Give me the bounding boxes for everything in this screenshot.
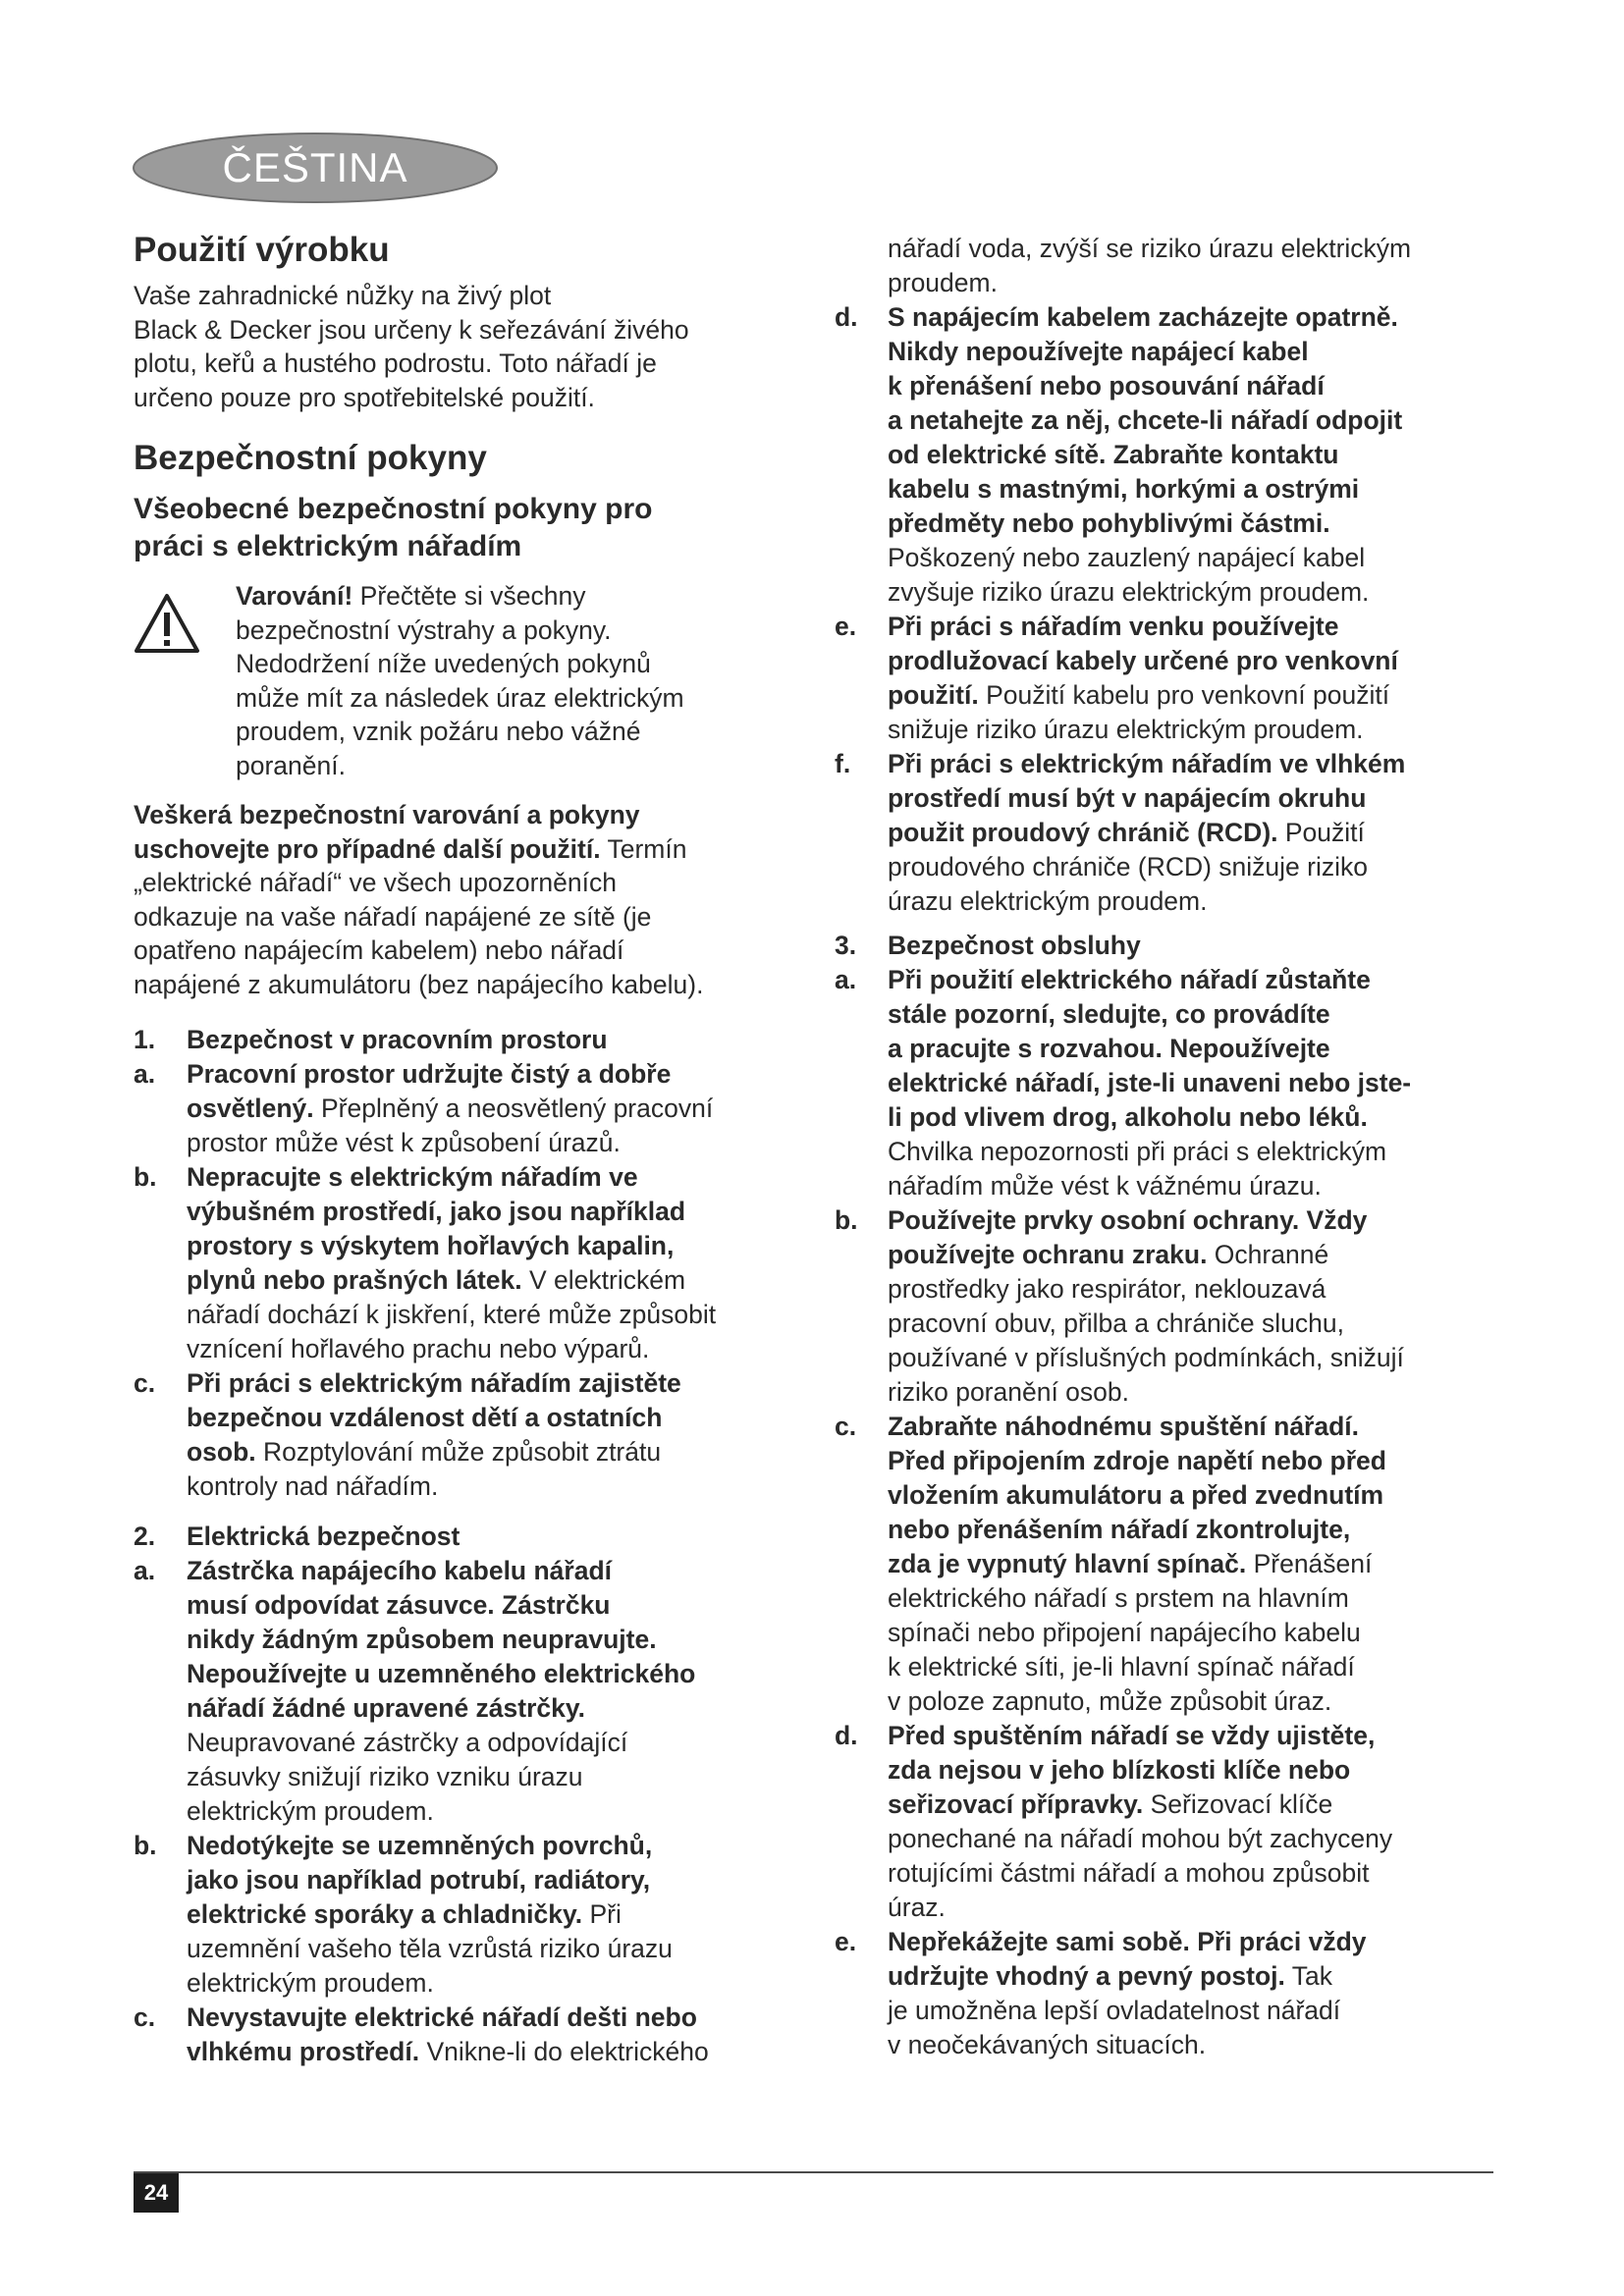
warning-block: [134, 579, 796, 782]
text-line: Poškozený nebo zauzlený napájecí kabel: [888, 543, 1366, 572]
text-line: elektrickým proudem.: [187, 1968, 434, 1998]
text-line: [888, 816, 1494, 850]
text-line: vznícení hořlavého prachu nebo výparů.: [187, 1334, 650, 1363]
section-2e: [835, 610, 1494, 747]
text-line: ponechané na nářadí mohou být zachyceny: [888, 1824, 1393, 1853]
warning-line: bezpečnostní výstrahy a pokyny.: [236, 614, 612, 645]
normal-text: Seřizovací klíče: [1143, 1789, 1333, 1819]
bold-text: vlhkému prostředí.: [187, 2037, 420, 2066]
text-line: zvyšuje riziko úrazu elektrickým proudem.: [888, 577, 1370, 607]
bold-line: stále pozorní, sledujte, co provádíte: [888, 999, 1330, 1029]
section-3d: [835, 1719, 1494, 1925]
bold-line: vložením akumulátoru a před zvednutím: [888, 1480, 1384, 1510]
text-line: [187, 1092, 796, 1126]
bold-line: kabelu s mastnými, horkými a ostrými: [888, 474, 1360, 504]
intended-use-heading: Použití výrobku: [134, 231, 390, 269]
text-line: zásuvky snižují riziko vzniku úrazu: [187, 1762, 583, 1791]
section-title: Bezpečnost v pracovním prostoru: [187, 1025, 608, 1054]
section-2d: [835, 300, 1494, 610]
general-safety-heading: [134, 491, 796, 565]
bold-text: plynů nebo prašných látek.: [187, 1265, 522, 1295]
text-line: odkazuje na vaše nářadí napájené ze sítě (je: [134, 901, 652, 932]
text-line: používané v příslušných podmínkách, snižují: [888, 1343, 1404, 1372]
text-line: spínači nebo připojení napájecího kabelu: [888, 1618, 1361, 1647]
text-line: úrazu elektrickým proudem.: [888, 886, 1208, 916]
text-line: [187, 2035, 796, 2069]
section-number: 1.: [134, 1025, 156, 1054]
safety-heading: Bezpečnostní pokyny: [134, 439, 487, 477]
section-1c: [134, 1366, 796, 1504]
normal-text: Termín: [600, 833, 687, 864]
text-line: určeno pouze pro spotřebitelské použití.: [134, 382, 595, 412]
text-line: opatřeno napájecím kabelem) nebo nářadí: [134, 935, 624, 965]
section-1b: [134, 1160, 796, 1366]
text-line: [888, 1547, 1494, 1581]
bold-line: nářadí žádné upravené zástrčky.: [187, 1693, 586, 1723]
text-line: plotu, keřů a hustého podrostu. Toto nářadí je: [134, 348, 657, 378]
bold-line: prostory s výskytem hořlavých kapalin,: [187, 1231, 675, 1260]
bold-text: seřizovací přípravky.: [888, 1789, 1144, 1819]
section-title: Bezpečnost obsluhy: [888, 931, 1141, 960]
bold-line: Nepoužívejte u uzemněného elektrického: [187, 1659, 696, 1688]
section-2-heading: [134, 1520, 796, 1554]
section-3e: [835, 1925, 1494, 2062]
section-1a: [134, 1057, 796, 1160]
heading-line: práci s elektrickým nářadím: [134, 530, 522, 562]
bold-text: elektrické sporáky a chladničky.: [187, 1899, 583, 1929]
text-line: k elektrické síti, je-li hlavní spínač nářadí: [888, 1652, 1355, 1682]
text-line: pracovní obuv, přilba a chrániče sluchu,: [888, 1308, 1344, 1338]
bold-text: zda je vypnutý hlavní spínač.: [888, 1549, 1247, 1578]
bold-text: osvětlený.: [187, 1094, 314, 1123]
bold-line: Při použití elektrického nářadí zůstaňte: [888, 965, 1371, 994]
item-label: d.: [835, 302, 858, 332]
text-line: proudového chrániče (RCD) snižuje riziko: [888, 852, 1368, 881]
section-3a: [835, 963, 1494, 1203]
warning-line: může mít za následek úraz elektrickým: [236, 682, 684, 713]
heading-line: Všeobecné bezpečnostní pokyny pro: [134, 493, 653, 525]
normal-text: Použití kabelu pro venkovní použití: [978, 680, 1390, 710]
bold-line: Nepřekážejte sami sobě. Při práci vždy: [888, 1927, 1367, 1956]
item-label: c.: [134, 1368, 156, 1398]
text-line: úraz.: [888, 1893, 946, 1922]
text-line: rotujícími částmi nářadí a mohou způsobit: [888, 1858, 1370, 1888]
item-label: f.: [835, 749, 851, 778]
warning-triangle-icon: [134, 593, 200, 654]
normal-text: Při: [582, 1899, 622, 1929]
item-label: e.: [835, 1927, 857, 1956]
text-line: elektrickým proudem.: [187, 1796, 434, 1826]
section-3-heading: [835, 929, 1494, 963]
warning-bold: Varování!: [236, 581, 353, 611]
section-1-heading: [134, 1023, 796, 1057]
text-line: uzemnění vašeho těla vzrůstá riziko úrazu: [187, 1934, 673, 1963]
section-2b: [134, 1829, 796, 2001]
text-line: prostor může vést k způsobení úrazů.: [187, 1128, 621, 1157]
normal-text: Rozptylování může způsobit ztrátu: [255, 1437, 662, 1467]
text-line: v neočekávaných situacích.: [888, 2030, 1207, 2059]
item-label: a.: [835, 965, 857, 994]
bold-line: Před spuštěním nářadí se vždy ujistěte,: [888, 1721, 1376, 1750]
text-line: nářadím může vést k vážnému úrazu.: [888, 1171, 1322, 1201]
bold-text: použit proudový chránič (RCD).: [888, 818, 1278, 847]
bold-line: prodlužovací kabely určené pro venkovní: [888, 646, 1398, 675]
bold-line: nebo přenášením nářadí zkontrolujte,: [888, 1515, 1351, 1544]
bold-line: li pod vlivem drog, alkoholu nebo léků.: [888, 1102, 1368, 1132]
bold-line: k přenášení nebo posouvání nářadí: [888, 371, 1325, 400]
section-number: 2.: [134, 1522, 156, 1551]
bold-line: a netahejte za něj, chcete-li nářadí odpojit: [888, 405, 1403, 435]
normal-text: Přeplněný a neosvětlený pracovní: [313, 1094, 714, 1123]
right-column: [835, 232, 1494, 2062]
text-line: Neupravované zástrčky a odpovídající: [187, 1728, 628, 1757]
text-line: je umožněna lepší ovladatelnost nářadí: [888, 1996, 1341, 2025]
text-line: prostředky jako respirátor, neklouzavá: [888, 1274, 1326, 1304]
bold-line: Nevystavujte elektrické nářadí dešti nebo: [187, 2002, 697, 2032]
warning-line: Nedodržení níže uvedených pokynů: [236, 649, 651, 678]
bold-text: osob.: [187, 1437, 256, 1467]
text-line: napájené z akumulátoru (bez napájecího kabelu).: [134, 969, 704, 999]
normal-text: Použití: [1277, 818, 1365, 847]
item-label: d.: [835, 1721, 858, 1750]
bold-line: elektrické nářadí, jste-li unaveni nebo jste-: [888, 1068, 1412, 1097]
bold-line: musí odpovídat zásuvce. Zástrčku: [187, 1590, 611, 1620]
section-2c: [134, 2001, 796, 2069]
section-3b: [835, 1203, 1494, 1410]
text-line: Vaše zahradnické nůžky na živý plot: [134, 281, 552, 310]
item-label: b.: [134, 1162, 157, 1192]
bold-line: předměty nebo pohyblivými částmi.: [888, 508, 1330, 538]
bold-line: prostředí musí být v napájecím okruhu: [888, 783, 1367, 813]
text-line: [187, 1897, 796, 1932]
text-line: Veškerá bezpečnostní varování a pokyny: [134, 800, 640, 829]
section-number: 3.: [835, 931, 857, 960]
section-title: Elektrická bezpečnost: [187, 1522, 460, 1551]
language-label: ČEŠTINA: [222, 144, 408, 190]
intended-use-text: [134, 279, 796, 414]
bold-line: S napájecím kabelem zacházejte opatrně.: [888, 302, 1398, 332]
bold-text: používejte ochranu zraku.: [888, 1240, 1208, 1269]
bold-line: Před připojením zdroje napětí nebo před: [888, 1446, 1386, 1475]
item-label: a.: [134, 1059, 156, 1089]
text-line: [187, 1263, 796, 1298]
bold-text: použití.: [888, 680, 979, 710]
bold-line: Při práci s elektrickým nářadím zajistěte: [187, 1368, 681, 1398]
keep-instructions: [134, 798, 796, 1001]
item-label: b.: [134, 1831, 157, 1860]
text-line: „elektrické nářadí“ ve všech upozorněních: [134, 868, 617, 897]
text-line: [888, 1959, 1494, 1994]
footer-divider: [134, 2171, 1493, 2173]
section-3c: [835, 1410, 1494, 1719]
text-line: [187, 1435, 796, 1469]
bold-text: uschovejte pro případné další použití.: [134, 833, 601, 864]
bold-text: udržujte vhodný a pevný postoj.: [888, 1961, 1285, 1991]
item-label: a.: [134, 1556, 156, 1585]
normal-text: Vnikne-li do elektrického: [419, 2037, 709, 2066]
normal-text: Ochranné: [1207, 1240, 1329, 1269]
bold-line: Pracovní prostor udržujte čistý a dobře: [187, 1059, 672, 1089]
page-number: 24: [134, 2173, 179, 2213]
bold-line: výbušném prostředí, jako jsou například: [187, 1197, 686, 1226]
bold-line: zda nejsou v jeho blízkosti klíče nebo: [888, 1755, 1351, 1785]
text-line: snižuje riziko úrazu elektrickým proudem.: [888, 715, 1364, 744]
item-label: e.: [835, 612, 857, 641]
text-line: [888, 678, 1494, 713]
bold-line: Při práci s elektrickým nářadím ve vlhkém: [888, 749, 1406, 778]
normal-text: V elektrickém: [521, 1265, 686, 1295]
text-line: [888, 1788, 1494, 1822]
bold-line: Nedotýkejte se uzemněných povrchů,: [187, 1831, 653, 1860]
bold-line: bezpečnou vzdálenost dětí a ostatních: [187, 1403, 663, 1432]
bold-line: Při práci s nářadím venku používejte: [888, 612, 1339, 641]
text-line: riziko poranění osob.: [888, 1377, 1130, 1407]
text-line: [134, 832, 796, 867]
bold-line: nikdy žádným způsobem neupravujte.: [187, 1625, 657, 1654]
text-line: elektrického nářadí s prstem na hlavním: [888, 1583, 1349, 1613]
normal-text: Tak: [1284, 1961, 1333, 1991]
section-2f: [835, 747, 1494, 919]
bold-line: Nepracujte s elektrickým nářadím ve: [187, 1162, 638, 1192]
text-line: nářadí dochází k jiskření, které může způsobit: [187, 1300, 717, 1329]
item-label: c.: [835, 1412, 857, 1441]
text-line: Chvilka nepozornosti při práci s elektrickým: [888, 1137, 1387, 1166]
normal-text: Přenášení: [1246, 1549, 1373, 1578]
text-line: proudem.: [888, 268, 998, 297]
bold-line: Používejte prvky osobní ochrany. Vždy: [888, 1205, 1368, 1235]
bold-line: jako jsou například potrubí, radiátory,: [187, 1865, 651, 1895]
bold-line: a pracujte s rozvahou. Nepoužívejte: [888, 1034, 1330, 1063]
text-line: [888, 1238, 1494, 1272]
bold-line: Zabraňte náhodnému spuštění nářadí.: [888, 1412, 1360, 1441]
bold-line: Zástrčka napájecího kabelu nářadí: [187, 1556, 613, 1585]
text-line: v poloze zapnuto, může způsobit úraz.: [888, 1686, 1332, 1716]
warning-text: Přečtěte si všechny: [352, 581, 586, 611]
language-badge: [131, 132, 500, 204]
section-2a: [134, 1554, 796, 1829]
text-line: nářadí voda, zvýší se riziko úrazu elektrickým: [888, 234, 1412, 263]
warning-line: [236, 579, 796, 614]
warning-line: proudem, vznik požáru nebo vážné: [236, 717, 641, 746]
warning-line: poranění.: [236, 750, 346, 780]
item-label: b.: [835, 1205, 858, 1235]
section-2c-continued: [835, 232, 1494, 300]
bold-line: Nikdy nepoužívejte napájecí kabel: [888, 337, 1309, 366]
text-line: Black & Decker jsou určeny k seřezávání živého: [134, 314, 689, 345]
bold-line: od elektrické sítě. Zabraňte kontaktu: [888, 440, 1339, 469]
text-line: kontroly nad nářadím.: [187, 1471, 439, 1501]
item-label: c.: [134, 2002, 156, 2032]
left-column: [134, 230, 796, 2069]
